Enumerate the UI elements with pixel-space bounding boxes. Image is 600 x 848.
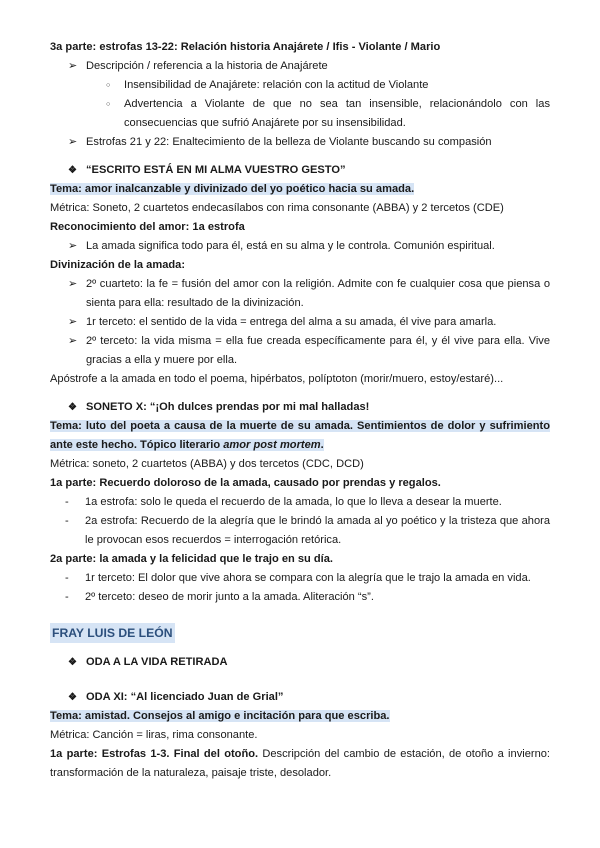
- list-item: - 1a estrofa: solo le queda el recuerdo de la amada, lo que lo lleva a desear la muerte.: [50, 493, 550, 512]
- arrow-icon: ➢: [68, 136, 78, 148]
- metrica-line: Métrica: soneto, 2 cuartetos (ABBA) y dos tercetos (CDC, DCD): [50, 458, 364, 470]
- list-item: - 2º terceto: deseo de morir junto a la amada. Aliteración “s”.: [50, 588, 550, 607]
- list-item: ➢ 1r terceto: el sentido de la vida = entrega del alma a su amada, él vive para amarla.: [50, 313, 550, 332]
- subheading: 2a parte: la amada y la felicidad que le trajo en su día.: [50, 553, 333, 565]
- section-title: ❖ ODA A LA VIDA RETIRADA: [50, 653, 550, 672]
- arrow-icon: ➢: [68, 60, 78, 72]
- diamond-bullet-icon: ❖: [68, 657, 77, 668]
- list-item: ➢ La amada significa todo para él, está en su alma y le controla. Comunión espiritual.: [50, 237, 550, 256]
- section-title: ❖ ODA XI: “Al licenciado Juan de Grial”: [50, 688, 550, 707]
- diamond-bullet-icon: ❖: [68, 402, 77, 413]
- metrica-line: Métrica: Soneto, 2 cuartetos endecasílabos con rima consonante (ABBA) y 2 tercetos (CDE): [50, 202, 504, 214]
- list-item: ○ Insensibilidad de Anajárete: relación con la actitud de Violante: [50, 76, 550, 95]
- list-item: ○ Advertencia a Violante de que no sea tan insensible, relacionándolo con las consecuencias que sufrió Anajárete por su insensibilidad.: [50, 95, 550, 133]
- tema-line: Tema: luto del poeta a causa de la muerte de su amada. Sentimientos de dolor y sufrimiento ante este hecho. Tópico literario amor post mortem.: [50, 420, 550, 451]
- diamond-bullet-icon: ❖: [68, 165, 77, 176]
- diamond-bullet-icon: ❖: [68, 692, 77, 703]
- arrow-icon: ➢: [68, 278, 78, 290]
- apostrofe-line: Apóstrofe a la amada en todo el poema, hipérbatos, políptoton (morir/muero, estoy/estaré)...: [50, 373, 504, 385]
- circle-bullet-icon: ○: [106, 101, 111, 108]
- list-item: ➢ 2º cuarteto: la fe = fusión del amor con la religión. Admite con fe cualquier cosa que piensa o sienta para ella: resultado de la divinización.: [50, 275, 550, 313]
- dash-bullet-icon: -: [65, 572, 69, 584]
- subheading: Reconocimiento del amor: 1a estrofa: [50, 221, 245, 233]
- dash-bullet-icon: -: [65, 515, 69, 527]
- subheading: 1a parte: Recuerdo doloroso de la amada, causado por prendas y regalos.: [50, 477, 441, 489]
- section-title: ❖ “ESCRITO ESTÁ EN MI ALMA VUESTRO GESTO”: [50, 161, 550, 180]
- subheading: Divinización de la amada:: [50, 259, 186, 271]
- list-item: ➢ Descripción / referencia a la historia de Anajárete: [50, 57, 550, 76]
- metrica-line: Métrica: Canción = liras, rima consonante.: [50, 729, 258, 741]
- dash-bullet-icon: -: [65, 591, 69, 603]
- part3-heading: 3a parte: estrofas 13-22: Relación historia Anajárete / Ifis - Violante / Mario: [50, 41, 441, 53]
- tema-line: Tema: amistad. Consejos al amigo e incitación para que escriba.: [50, 710, 390, 722]
- arrow-icon: ➢: [68, 316, 78, 328]
- arrow-icon: ➢: [68, 240, 78, 252]
- list-item: - 2a estrofa: Recuerdo de la alegría que le brindó la amada al yo poético y la tristeza que ahora le provocan esos recuerdos = interrogación retórica.: [50, 512, 550, 550]
- list-item: - 1r terceto: El dolor que vive ahora se compara con la alegría que le trajo la amada en vida.: [50, 569, 550, 588]
- list-item: ➢ 2º terceto: la vida misma = ella fue creada específicamente para él, y él vive para ella. Vive gracias a ella y muere por ella.: [50, 332, 550, 370]
- list-item: ➢ Estrofas 21 y 22: Enaltecimiento de la belleza de Violante buscando su compasión: [50, 133, 550, 152]
- dash-bullet-icon: -: [65, 496, 69, 508]
- tema-line: Tema: amor inalcanzable y divinizado del yo poético hacia su amada.: [50, 183, 415, 195]
- part1-paragraph: 1a parte: Estrofas 1-3. Final del otoño. Descripción del cambio de estación, de otoño a invierno: transformación de la naturaleza, paisaje triste, desolador.: [50, 748, 550, 779]
- circle-bullet-icon: ○: [106, 82, 111, 89]
- arrow-icon: ➢: [68, 335, 78, 347]
- section-title: ❖ SONETO X: “¡Oh dulces prendas por mi mal halladas!: [50, 398, 550, 417]
- author-heading: FRAY LUIS DE LEÓN: [50, 623, 550, 644]
